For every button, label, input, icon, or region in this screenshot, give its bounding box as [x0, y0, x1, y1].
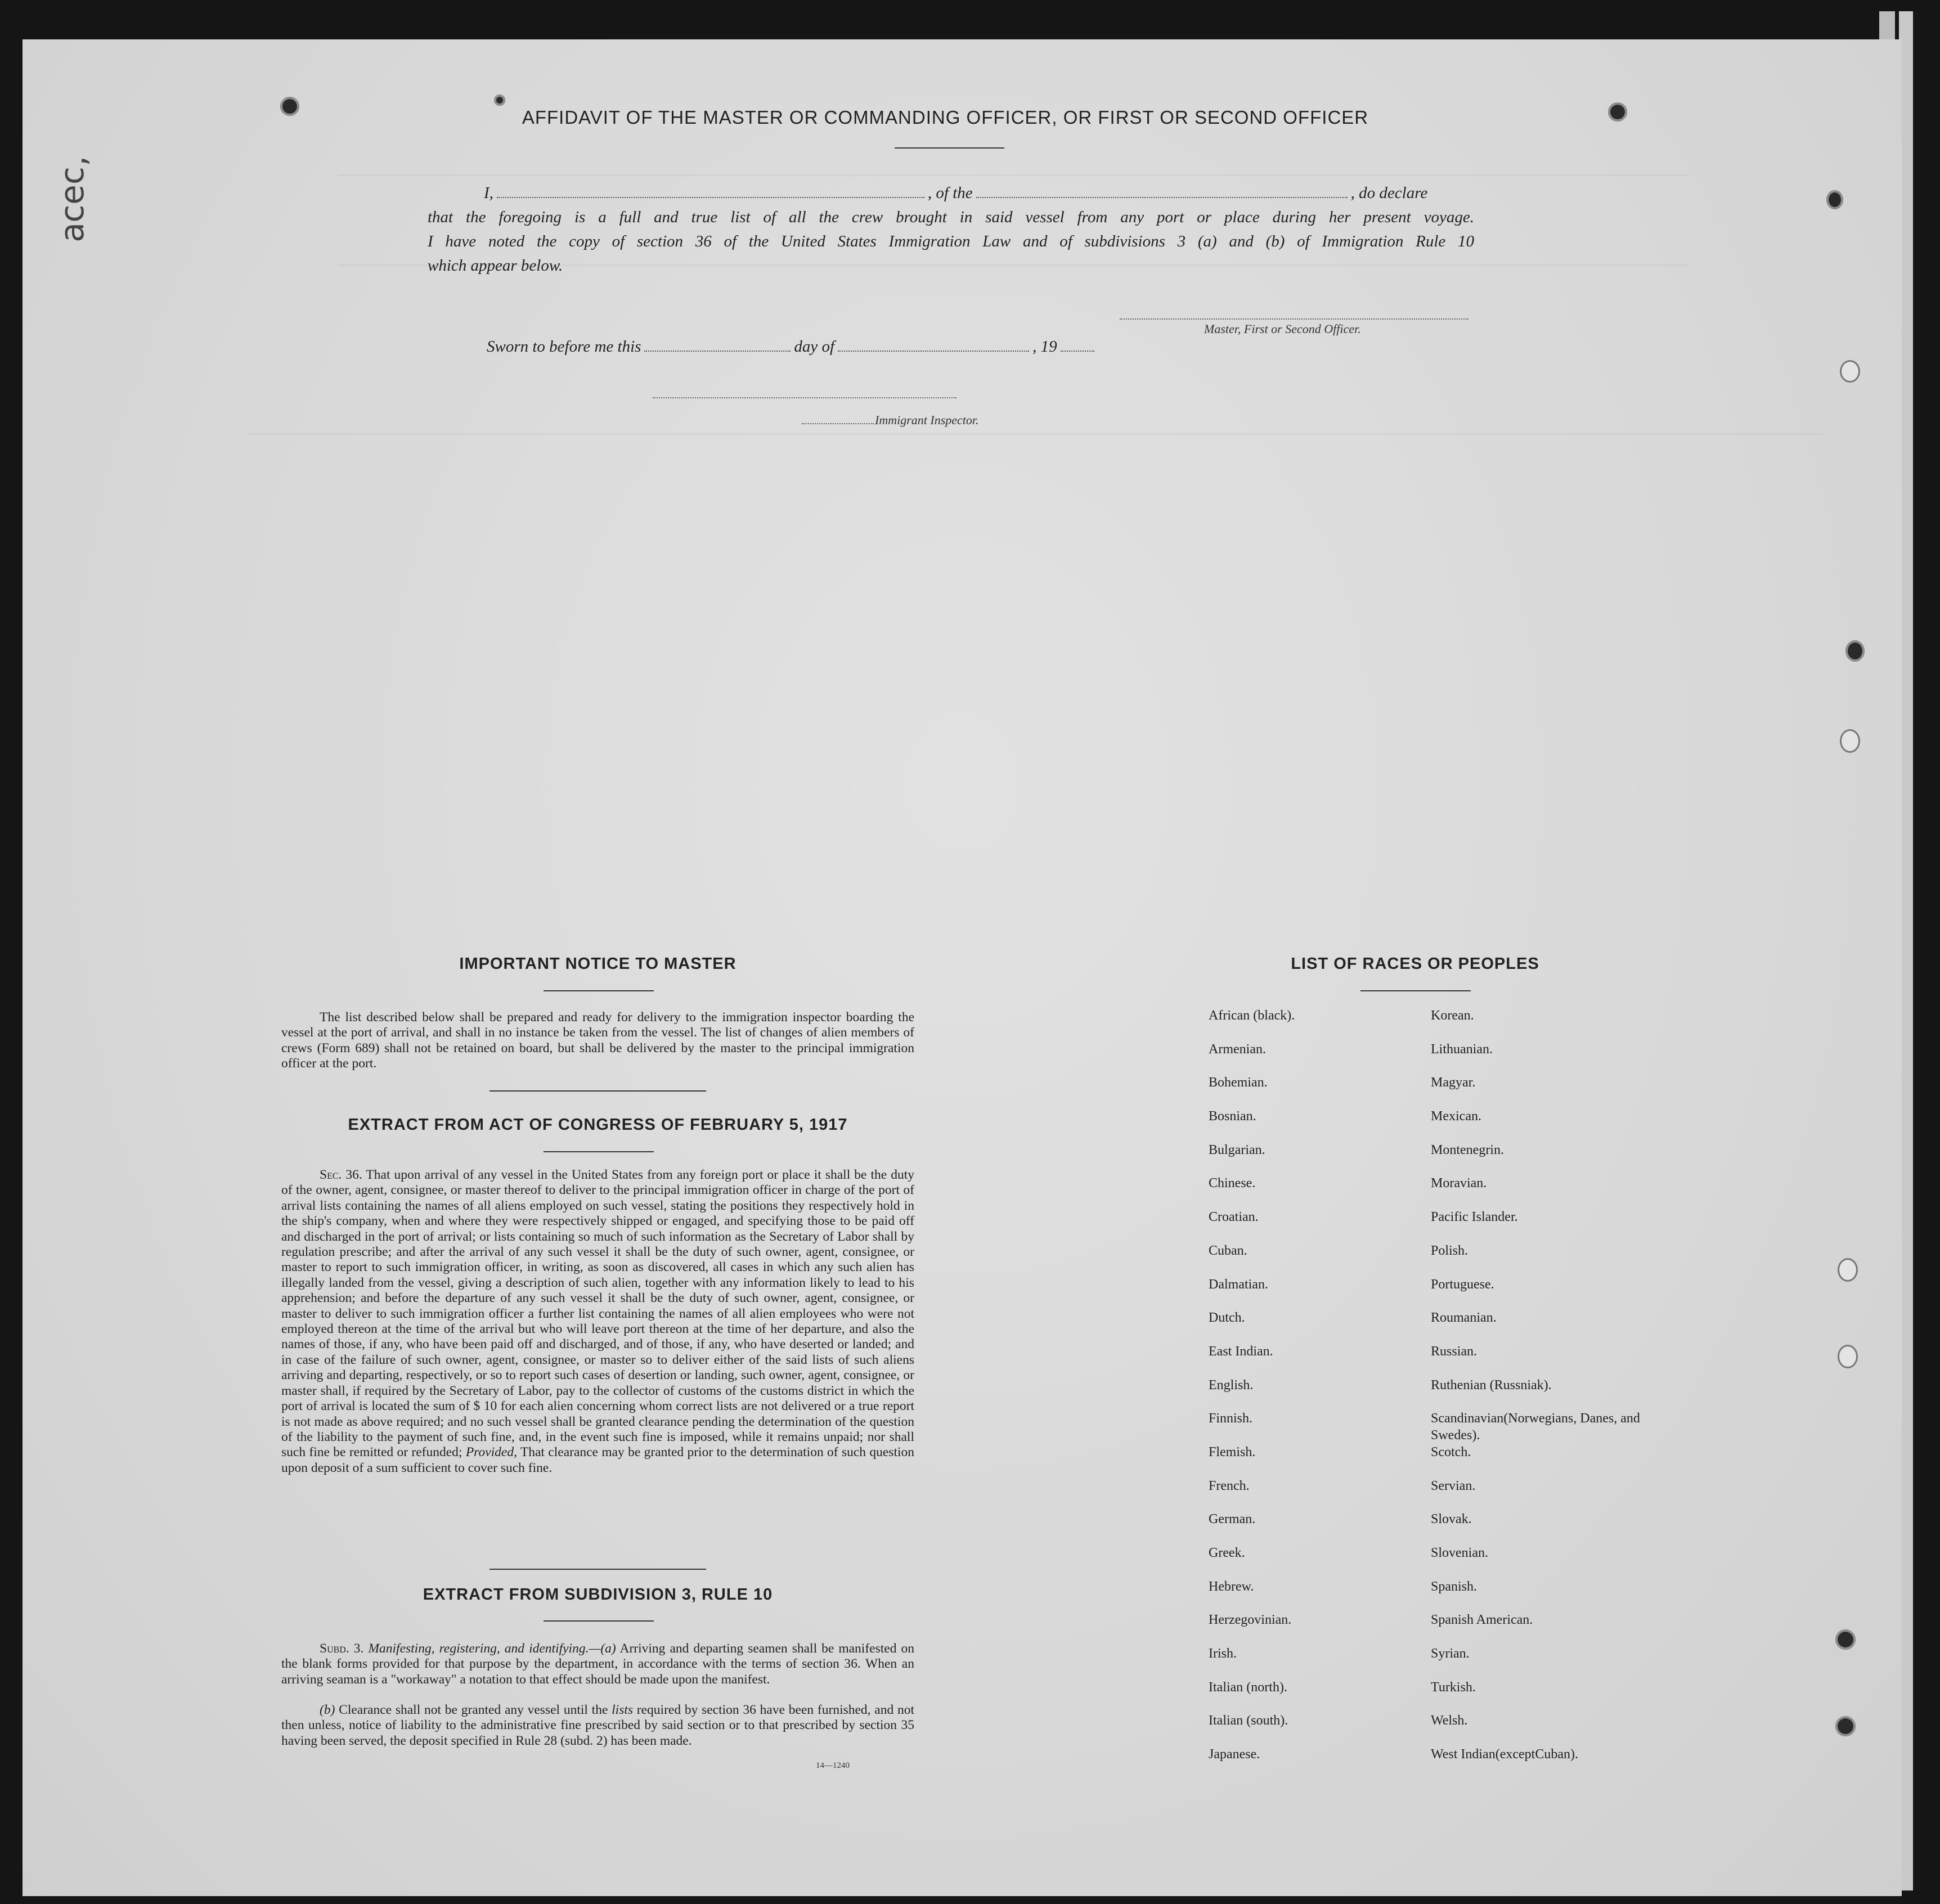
race-item: Spanish American.	[1431, 1613, 1533, 1628]
race-item: Welsh.	[1431, 1713, 1468, 1728]
race-item: Bohemian.	[1209, 1075, 1268, 1090]
race-item: Scandinavian(Norwegians, Danes, and Swedes).	[1431, 1411, 1640, 1443]
act-heading: EXTRACT FROM ACT OF CONGRESS OF FEBRUARY 5, 1917	[348, 1116, 848, 1134]
race-item: Slovenian.	[1431, 1546, 1488, 1560]
race-item: Dalmatian.	[1209, 1277, 1268, 1292]
race-item: Herzegovinian.	[1209, 1613, 1292, 1628]
vessel-field[interactable]	[976, 196, 1348, 198]
affidavit-line-1	[428, 181, 1474, 205]
race-item: Roumanian.	[1431, 1310, 1497, 1326]
divider	[1360, 990, 1471, 991]
rule-body-a: Arriving and departing seamen shall be manifested on the blank forms provided for that purpose by the department, in accordance with the terms of section 36. When an arriving seaman is a "workaway" a notation to that effect should be made upon the manifest.	[281, 1641, 914, 1687]
race-item: Turkish.	[1431, 1680, 1476, 1695]
affidavit-line-2: that the foregoing is a full and true list of all the crew brought in said vessel from any port or place during her present voyage.	[428, 208, 1474, 226]
race-item: Lithuanian.	[1431, 1041, 1493, 1057]
form-number: 14—1240	[816, 1761, 850, 1770]
rule-body-b2: required by section 36 have been furnished, and not then unless, notice of liability to the administrative fine prescribed by said section or to that prescribed by section 35 having been served, the deposit specified in Rule 28 (subd. 2) has been made.	[281, 1703, 915, 1748]
race-item: Pacific Islander.	[1431, 1210, 1518, 1225]
act-body-end: That clearance may be granted prior to the determination of such question upon deposit of a sum sufficient to cover such fine.	[281, 1445, 915, 1475]
affidavit-line-4: which appear below.	[428, 257, 563, 275]
race-item: Moravian.	[1431, 1176, 1487, 1191]
race-item: Bosnian.	[1209, 1109, 1256, 1124]
race-item: Irish.	[1209, 1646, 1237, 1661]
race-item: English.	[1209, 1377, 1254, 1393]
sworn-month-field[interactable]	[838, 350, 1029, 352]
punch-hole	[1835, 1629, 1856, 1650]
race-item: Montenegrin.	[1431, 1142, 1504, 1157]
affidavit-text	[428, 181, 1474, 278]
race-item: Magyar.	[1431, 1075, 1476, 1090]
sworn-year-prefix: , 19	[1032, 338, 1057, 356]
race-item: Chinese.	[1209, 1176, 1256, 1191]
rule-b-label: (b)	[320, 1703, 335, 1717]
rule-text-a	[281, 1641, 914, 1687]
race-item: African (black).	[1209, 1008, 1295, 1023]
punch-hole	[1840, 360, 1860, 383]
punch-hole	[1826, 190, 1843, 209]
master-label: Master, First or Second Officer.	[1204, 322, 1361, 336]
race-item: Slovak.	[1431, 1512, 1472, 1527]
race-item: German.	[1209, 1512, 1256, 1527]
divider	[490, 1569, 706, 1570]
sworn-label: Sworn to before me this	[487, 338, 641, 356]
divider	[544, 990, 654, 991]
sworn-day-field[interactable]	[644, 350, 791, 352]
inspector-dotted-lead	[802, 423, 874, 424]
race-item: Polish.	[1431, 1243, 1469, 1258]
rule-subd-title: Manifesting, registering, and identifying.—(a)	[368, 1641, 616, 1656]
affidavit-line-3: I have noted the copy of section 36 of the United States Immigration Law and of subdivisions 3 (a) and (b) of Immigration Rule 10	[428, 232, 1474, 250]
races-heading: LIST OF RACES OR PEOPLES	[1291, 955, 1539, 973]
sworn-line	[487, 338, 1098, 356]
act-section-label: Sec. 36.	[320, 1167, 362, 1182]
affidavit-of-the: , of the	[927, 184, 973, 202]
race-item: Finnish.	[1209, 1411, 1253, 1426]
affidavit-i: I,	[484, 184, 493, 202]
rule-body-b1: Clearance shall not be granted any vessel until the	[339, 1703, 608, 1717]
race-item: Armenian.	[1209, 1041, 1266, 1057]
master-signature-field[interactable]	[1120, 318, 1469, 320]
affidavit-declare: , do declare	[1350, 184, 1428, 202]
race-item: Italian (south).	[1209, 1713, 1288, 1728]
sworn-day-of: day of	[794, 338, 835, 356]
race-item: West Indian(exceptCuban).	[1431, 1747, 1578, 1762]
race-item: Servian.	[1431, 1478, 1476, 1493]
race-item: Scotch.	[1431, 1444, 1471, 1460]
inspector-label: Immigrant Inspector.	[875, 413, 979, 427]
name-field[interactable]	[497, 196, 924, 198]
act-provided: Provided,	[465, 1445, 517, 1460]
race-item: Syrian.	[1431, 1646, 1470, 1661]
races-column-2	[1431, 1007, 1656, 1780]
punch-hole	[1840, 729, 1860, 753]
divider	[544, 1620, 654, 1622]
race-item: Cuban.	[1209, 1243, 1247, 1258]
race-item: Croatian.	[1209, 1210, 1259, 1225]
rule-lists-word: lists	[612, 1703, 634, 1717]
punch-hole	[1608, 102, 1627, 122]
act-body: That upon arrival of any vessel in the United States from any foreign port or place it shall be the duty of the owner, agent, consignee, or master thereof to deliver to the principal immigration officer in charge of the port of arrival lists containing the names of all aliens employed on such vessel, stating the positions they respectively hold in the ship's company, when and where they were respectively shipped or engaged, and specifying those to be paid off and discharged in the port of arrival; or lists containing so much of such information as the Secretary of Labor shall by regulation prescribe; and after the arrival of any such vessel it shall be the duty of such owner, agent, consignee, or master to report to such immigration officer, in writing, as soon as discovered, all cases in which any such alien has illegally landed from the vessel, giving a description of such alien, together with any information likely to lead to his apprehension; and before the departure of any such vessel it shall be the duty of such owner, agent, consignee, or master to deliver to such immigration officer a further list containing the names of all alien employees who were not employed thereon at the time of the arrival but who will leave port thereon at the time of her departure, and also the names of those, if any, who have been paid off and discharged, and of those, if any, who have deserted or landed; and in case of the failure of such owner, agent, consignee, or master so to deliver either of the said lists of such aliens arriving and departing, respectively, or so to report such cases of desertion or landing, such owner, agent, consignee, or master shall, if required by the Secretary of Labor, pay to the collector of customs of the customs district in which the port of arrival is located the sum of $ 10 for each alien concerning whom correct lists are not delivered or a true report is not made as above required; and no such vessel shall be granted clearance pending the determination of the question of the liability to the payment of such fine, and, in the event such fine is imposed, while it remains unpaid; nor shall such fine be remitted or refunded;	[281, 1167, 914, 1460]
pencil-margin-note: ʻɔǝɔɐ	[57, 156, 96, 243]
punch-hole	[1838, 1345, 1858, 1368]
race-item: East Indian.	[1209, 1344, 1273, 1359]
affidavit-title: AFFIDAVIT OF THE MASTER OR COMMANDING OFFICER, OR FIRST OR SECOND OFFICER	[522, 107, 1369, 128]
race-item: French.	[1209, 1478, 1250, 1493]
race-item: Dutch.	[1209, 1310, 1245, 1326]
race-item: Korean.	[1431, 1008, 1474, 1023]
race-item: Italian (north).	[1209, 1680, 1287, 1695]
race-item: Greek.	[1209, 1546, 1245, 1560]
divider	[490, 1090, 706, 1092]
punch-hole	[1838, 1258, 1858, 1282]
race-item: Hebrew.	[1209, 1579, 1254, 1594]
divider	[544, 1151, 654, 1152]
bleed-through	[338, 174, 1688, 176]
race-item: Portuguese.	[1431, 1277, 1494, 1292]
notice-heading: IMPORTANT NOTICE TO MASTER	[459, 955, 737, 973]
race-item: Bulgarian.	[1209, 1142, 1265, 1157]
rule-subd-label: Subd. 3.	[320, 1641, 364, 1656]
sworn-year-field[interactable]	[1061, 350, 1094, 352]
inspector-signature-field[interactable]	[653, 397, 956, 398]
race-item: Japanese.	[1209, 1747, 1260, 1762]
divider	[895, 147, 1004, 149]
bleed-through	[248, 433, 1823, 435]
rule-text-b	[281, 1703, 914, 1749]
act-text	[281, 1167, 914, 1476]
race-item: Mexican.	[1431, 1109, 1481, 1124]
races-column-1	[1209, 1007, 1411, 1780]
notice-body: The list described below shall be prepared and ready for delivery to the immigration inspector boarding the vessel at the port of arrival, and shall in no instance be taken from the vessel. The list of changes of alien members of crews (Form 689) shall not be retained on board, but shall be delivered by the master to the principal immigration officer at the port.	[281, 1010, 914, 1071]
notice-text	[281, 1010, 914, 1072]
rule-heading: EXTRACT FROM SUBDIVISION 3, RULE 10	[423, 1586, 773, 1604]
race-item: Ruthenian (Russniak).	[1431, 1377, 1552, 1393]
punch-hole	[1835, 1716, 1856, 1736]
race-item: Russian.	[1431, 1344, 1478, 1359]
race-item: Flemish.	[1209, 1444, 1256, 1460]
punch-hole	[494, 95, 505, 106]
race-item: Spanish.	[1431, 1579, 1478, 1594]
punch-hole	[280, 97, 299, 116]
punch-hole	[1845, 640, 1865, 662]
